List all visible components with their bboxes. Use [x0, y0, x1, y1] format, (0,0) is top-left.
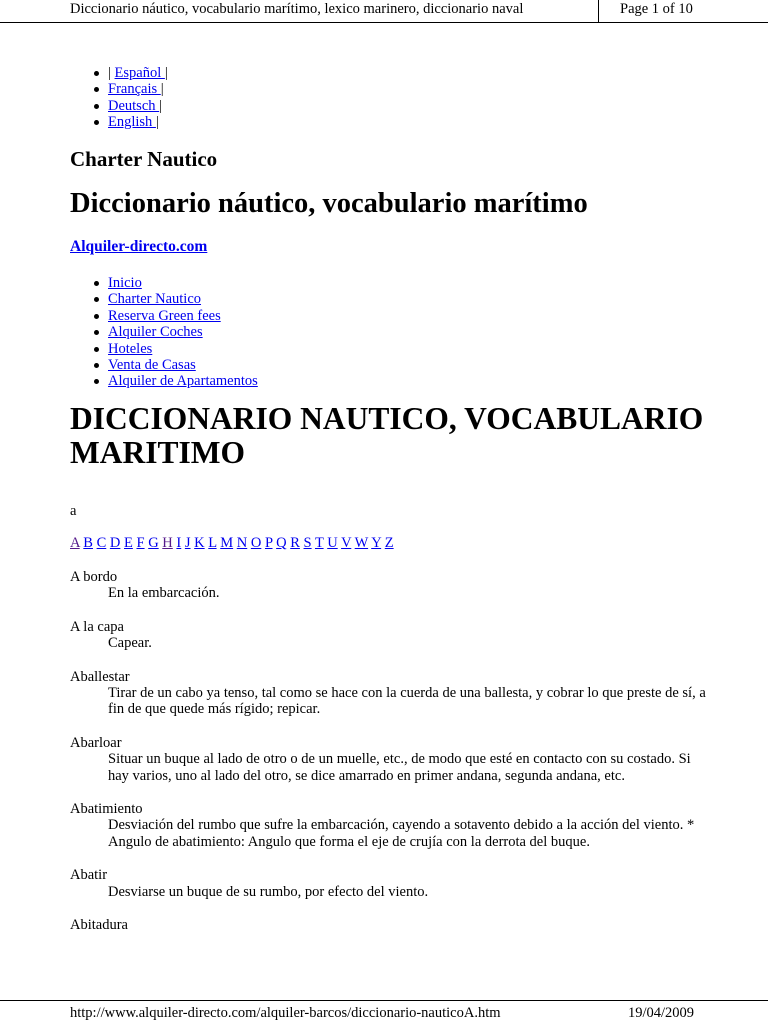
- nav-item: [108, 324, 258, 340]
- page-url: http://www.alquiler-directo.com/alquiler-barcos/diccionario-nauticoA.htm: [70, 1005, 501, 1021]
- entry-term: Abatimiento: [70, 801, 143, 818]
- alphabet-link-l[interactable]: L: [208, 535, 217, 551]
- alphabet-link-h[interactable]: H: [162, 535, 173, 551]
- entry-term: Abitadura: [70, 917, 128, 934]
- nav-item: [108, 341, 258, 357]
- site-nav: [108, 275, 258, 390]
- alphabet-link-w[interactable]: W: [354, 535, 369, 551]
- nav-item: [108, 373, 258, 389]
- nav-item: [108, 291, 258, 307]
- entry-definition: Tirar de un cabo ya tenso, tal como se hace con la cuerda de una ballesta, y cobrar lo que preste de sí, a fin de que quede más rígido; repicar.: [108, 685, 706, 718]
- language-link-francais[interactable]: Français: [108, 81, 161, 98]
- nav-link-apartamentos[interactable]: Alquiler de Apartamentos: [108, 373, 258, 390]
- alphabet-link-a[interactable]: A: [70, 535, 80, 551]
- charter-heading: Charter Nautico: [70, 147, 218, 171]
- alphabet-link-i[interactable]: I: [176, 535, 182, 551]
- language-item: [108, 65, 168, 81]
- site-link[interactable]: Alquiler-directo.com: [70, 238, 208, 255]
- entry-term: A bordo: [70, 569, 118, 585]
- alphabet-link-e[interactable]: E: [124, 535, 133, 551]
- entry-definition: En la embarcación.: [108, 585, 220, 602]
- alphabet-link-f[interactable]: F: [136, 535, 145, 551]
- separator: |: [108, 65, 115, 81]
- glossary-entry: [70, 619, 710, 652]
- glossary-entry: [70, 917, 710, 933]
- glossary-entries: [70, 569, 710, 951]
- document-title: Diccionario náutico, vocabulario marítimo, lexico marinero, diccionario naval: [70, 1, 524, 17]
- alphabet-link-c[interactable]: C: [96, 535, 107, 551]
- alphabet-link-o[interactable]: O: [250, 535, 262, 551]
- main-title: DICCIONARIO NAUTICO, VOCABULARIO MARITIMO: [70, 401, 704, 470]
- glossary-entry: [70, 801, 710, 850]
- glossary-entry: [70, 735, 710, 784]
- print-date: 19/04/2009: [628, 1005, 695, 1021]
- nav-link-hoteles[interactable]: Hoteles: [108, 340, 153, 357]
- language-link-english[interactable]: English: [108, 114, 156, 131]
- header-divider: [598, 0, 599, 22]
- nav-link-casas[interactable]: Venta de Casas: [108, 357, 196, 374]
- language-item: [108, 81, 168, 97]
- separator: |: [159, 97, 163, 114]
- page-number: Page 1 of 10: [620, 1, 693, 17]
- entry-definition: Desviación del rumbo que sufre la embarcación, cayendo a sotavento debido a la acción del viento. * Angulo de abatimiento: Angulo que forma el eje de crujía con la derrota del buque.: [108, 817, 695, 850]
- language-item: [108, 98, 168, 114]
- language-item: [108, 114, 168, 130]
- alphabet-index: [70, 535, 394, 552]
- glossary-entry: [70, 669, 710, 718]
- glossary-entry: [70, 867, 710, 900]
- nav-link-charter[interactable]: Charter Nautico: [108, 291, 202, 308]
- alphabet-link-v[interactable]: V: [341, 535, 352, 551]
- entry-term: A la capa: [70, 618, 124, 635]
- nav-item: [108, 275, 258, 291]
- nav-link-green-fees[interactable]: Reserva Green fees: [108, 307, 221, 324]
- separator: |: [155, 114, 159, 131]
- alphabet-link-g[interactable]: G: [148, 535, 159, 551]
- current-letter: a: [70, 503, 77, 519]
- dictionary-heading: Diccionario náutico, vocabulario marítimo: [70, 188, 588, 219]
- alphabet-link-b[interactable]: B: [83, 535, 93, 551]
- alphabet-link-d[interactable]: D: [109, 535, 121, 551]
- alphabet-link-j[interactable]: J: [184, 535, 191, 551]
- entry-definition: Situar un buque al lado de otro o de un muelle, etc., de modo que esté en contacto con su costado. Si hay varios, uno al lado del otro, se dice amarrado en primer andana, segunda andana, etc.: [108, 751, 691, 784]
- glossary-entry: [70, 569, 710, 602]
- alphabet-link-n[interactable]: N: [236, 535, 248, 551]
- separator: |: [164, 65, 168, 81]
- alphabet-link-r[interactable]: R: [290, 535, 300, 551]
- alphabet-link-u[interactable]: U: [327, 535, 338, 551]
- entry-term: Abatir: [70, 867, 108, 884]
- alphabet-link-t[interactable]: T: [314, 535, 324, 551]
- entry-term: Aballestar: [70, 668, 130, 685]
- nav-item: [108, 357, 258, 373]
- nav-item: [108, 308, 258, 324]
- entry-definition: Desviarse un buque de su rumbo, por efecto del viento.: [108, 883, 429, 900]
- entry-definition: Capear.: [108, 635, 152, 652]
- alphabet-link-y[interactable]: Y: [371, 535, 382, 551]
- nav-link-inicio[interactable]: Inicio: [108, 275, 142, 291]
- print-header: [0, 0, 768, 23]
- alphabet-link-p[interactable]: P: [264, 535, 273, 551]
- entry-term: Abarloar: [70, 734, 122, 751]
- alphabet-link-q[interactable]: Q: [276, 535, 287, 551]
- language-link-deutsch[interactable]: Deutsch: [108, 97, 160, 114]
- alphabet-link-z[interactable]: Z: [384, 535, 394, 551]
- print-footer: [0, 1000, 768, 1025]
- language-link-espanol[interactable]: Español: [114, 65, 165, 81]
- alphabet-link-s[interactable]: S: [303, 535, 312, 551]
- nav-link-coches[interactable]: Alquiler Coches: [108, 324, 203, 341]
- alphabet-link-k[interactable]: K: [194, 535, 205, 551]
- alphabet-link-m[interactable]: M: [220, 535, 234, 551]
- language-list: [108, 65, 168, 131]
- separator: |: [160, 81, 164, 98]
